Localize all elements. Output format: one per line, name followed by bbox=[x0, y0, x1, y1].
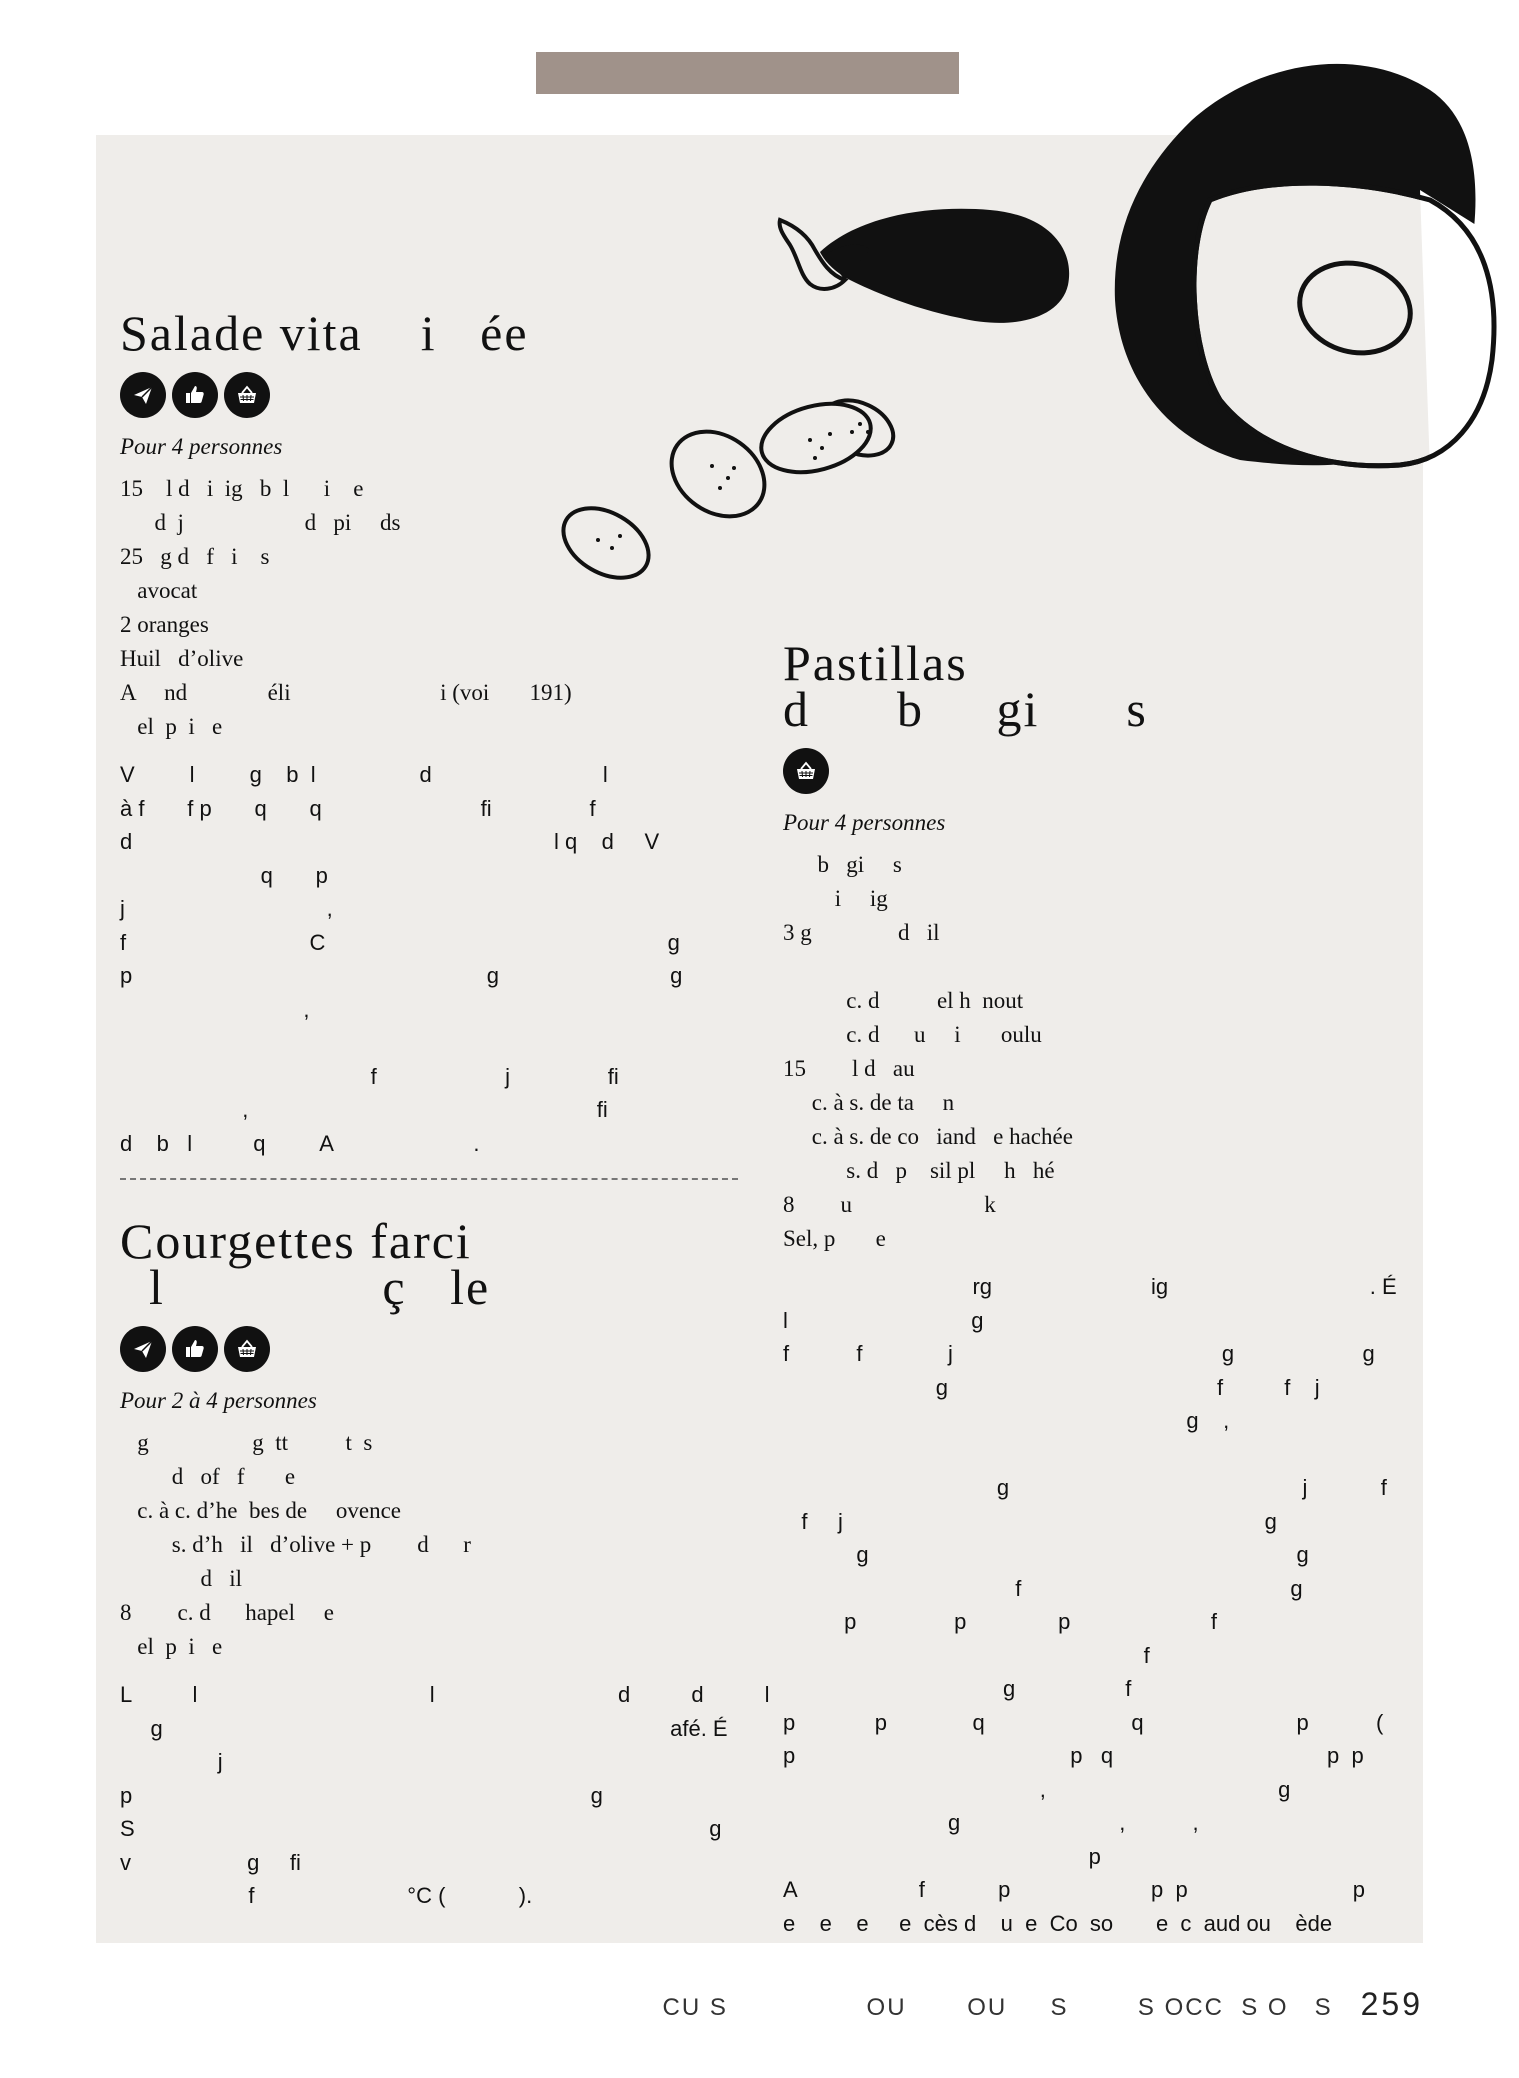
instruction-line: f bbox=[783, 1642, 1150, 1668]
ingredient: c. à s. de ta n bbox=[783, 1090, 955, 1115]
recipe-title: Salade vita i ée bbox=[120, 305, 529, 361]
basket-icon bbox=[224, 1326, 270, 1372]
ingredient: s. d p sil pl h hé bbox=[783, 1158, 1055, 1183]
basket-icon bbox=[783, 748, 829, 794]
instructions bbox=[120, 1678, 770, 1913]
ingredient: 15 l d au bbox=[783, 1056, 915, 1081]
servings: Pour 4 personnes bbox=[120, 434, 283, 459]
ingredients-list bbox=[120, 472, 740, 744]
instruction-line: f j g bbox=[783, 1508, 1277, 1534]
instruction-line: p bbox=[783, 1843, 1101, 1869]
ingredient: d j d pi ds bbox=[120, 510, 401, 535]
ingredient: d of f e bbox=[120, 1464, 296, 1489]
instruction-line bbox=[783, 1438, 1383, 1472]
ingredient: avocat bbox=[120, 578, 198, 603]
ingredient: d il bbox=[120, 1566, 243, 1591]
ingredient bbox=[783, 950, 1383, 984]
instruction-line: j , bbox=[120, 896, 333, 921]
servings: Pour 4 personnes bbox=[783, 810, 946, 835]
ingredient: 8 u k bbox=[783, 1192, 996, 1217]
instruction-line: d l q d V bbox=[120, 829, 660, 854]
ingredient: el p i e bbox=[120, 1634, 223, 1659]
ingredient: 8 c. d hapel e bbox=[120, 1600, 334, 1625]
recipe-icons bbox=[120, 372, 740, 418]
ingredient: i ig bbox=[783, 886, 888, 911]
servings: Pour 2 à 4 personnes bbox=[120, 1388, 317, 1413]
instruction-line: S g bbox=[120, 1816, 722, 1841]
instruction-line: f C g bbox=[120, 929, 680, 955]
ingredients-list bbox=[120, 1426, 740, 1664]
instructions bbox=[783, 1270, 1397, 1940]
recipe-icons bbox=[783, 748, 1383, 794]
instruction-line bbox=[120, 1026, 740, 1060]
instruction-line: g , , bbox=[783, 1810, 1199, 1835]
ingredient: 2 oranges bbox=[120, 612, 209, 637]
ingredient: s. d’h il d’olive + p d r bbox=[120, 1532, 471, 1557]
instruction-line: p g bbox=[120, 1782, 603, 1808]
ingredients-list bbox=[783, 848, 1383, 1256]
avocado-illustration bbox=[1115, 64, 1500, 480]
ingredient: el p i e bbox=[120, 714, 223, 739]
recipe-courgettes bbox=[120, 1213, 770, 1913]
thumbs-up-icon bbox=[172, 372, 218, 418]
instruction-line: f f j g g bbox=[783, 1341, 1375, 1366]
instruction-line: q p bbox=[120, 862, 328, 888]
paper-plane-icon bbox=[120, 372, 166, 418]
paper-plane-icon bbox=[120, 1326, 166, 1372]
instruction-line: f j fi bbox=[120, 1063, 619, 1089]
recipe-pastillas bbox=[783, 635, 1397, 1940]
ingredient: c. d el h nout bbox=[783, 988, 1024, 1013]
basket-icon bbox=[224, 372, 270, 418]
page-number: 259 bbox=[1360, 1986, 1423, 2022]
ingredient: Huil d’olive bbox=[120, 646, 244, 671]
ingredient: c. à s. de co iand e hachée bbox=[783, 1124, 1073, 1149]
section-divider bbox=[120, 1178, 738, 1180]
recipe-salade bbox=[120, 305, 740, 1160]
recipe-icons bbox=[120, 1326, 740, 1372]
instruction-line: g j f bbox=[783, 1475, 1387, 1500]
ingredient: g g tt t s bbox=[120, 1430, 373, 1455]
instruction-line: f g bbox=[783, 1575, 1303, 1601]
instruction-line: e e e e cès d u e Co so e c aud ou ède bbox=[783, 1910, 1333, 1936]
instruction-line: L l l d d l bbox=[120, 1682, 770, 1707]
instruction-line: v g fi bbox=[120, 1849, 301, 1875]
eggplant-illustration bbox=[780, 209, 1070, 323]
instruction-line: f °C ( ). bbox=[120, 1883, 533, 1908]
instruction-line: g f f j bbox=[783, 1374, 1320, 1400]
instruction-line: g afé. É bbox=[120, 1715, 728, 1741]
instruction-line: A f p p p p bbox=[783, 1877, 1365, 1902]
ingredient: Sel, p e bbox=[783, 1226, 886, 1251]
instruction-line: g f bbox=[783, 1676, 1132, 1701]
instruction-line: g g bbox=[783, 1542, 1309, 1567]
instruction-line: l g bbox=[783, 1307, 984, 1333]
thumbs-up-icon bbox=[172, 1326, 218, 1372]
instruction-line: g , bbox=[783, 1408, 1230, 1433]
running-footer: CU S OU OU S S OCC S O S bbox=[662, 1994, 1333, 2021]
instruction-line: p p q p p bbox=[783, 1743, 1364, 1768]
instruction-line: j bbox=[120, 1749, 223, 1774]
instruction-line: p p q q p ( bbox=[783, 1709, 1384, 1735]
ingredient: 25 g d f i s bbox=[120, 544, 270, 569]
page-footer bbox=[663, 1986, 1423, 2023]
recipe-title: Courgettes farci l ç le bbox=[120, 1213, 491, 1315]
instruction-line: V l g b l d l bbox=[120, 762, 608, 787]
instruction-line: , bbox=[120, 996, 310, 1022]
instruction-line: rg ig . É bbox=[783, 1274, 1397, 1299]
ingredient: 15 l d i ig b l i e bbox=[120, 476, 364, 501]
instruction-line: , g bbox=[783, 1776, 1291, 1802]
instruction-line: , fi bbox=[120, 1097, 608, 1122]
ingredient: b gi s bbox=[783, 852, 902, 877]
recipe-title: Pastillas d b gi s bbox=[783, 635, 1148, 737]
ingredient: 3 g d il bbox=[783, 920, 940, 945]
instruction-line: p g g bbox=[120, 963, 683, 988]
instruction-line: p p p f bbox=[783, 1609, 1218, 1634]
ingredient: c. d u i oulu bbox=[783, 1022, 1042, 1047]
instruction-line: à f f p q q fi f bbox=[120, 795, 596, 821]
instructions bbox=[120, 758, 740, 1160]
ingredient: c. à c. d’he bes de ovence bbox=[120, 1498, 401, 1523]
ingredient: A nd éli i (voi 191) bbox=[120, 680, 572, 705]
instruction-line: d b l q A . bbox=[120, 1130, 480, 1156]
